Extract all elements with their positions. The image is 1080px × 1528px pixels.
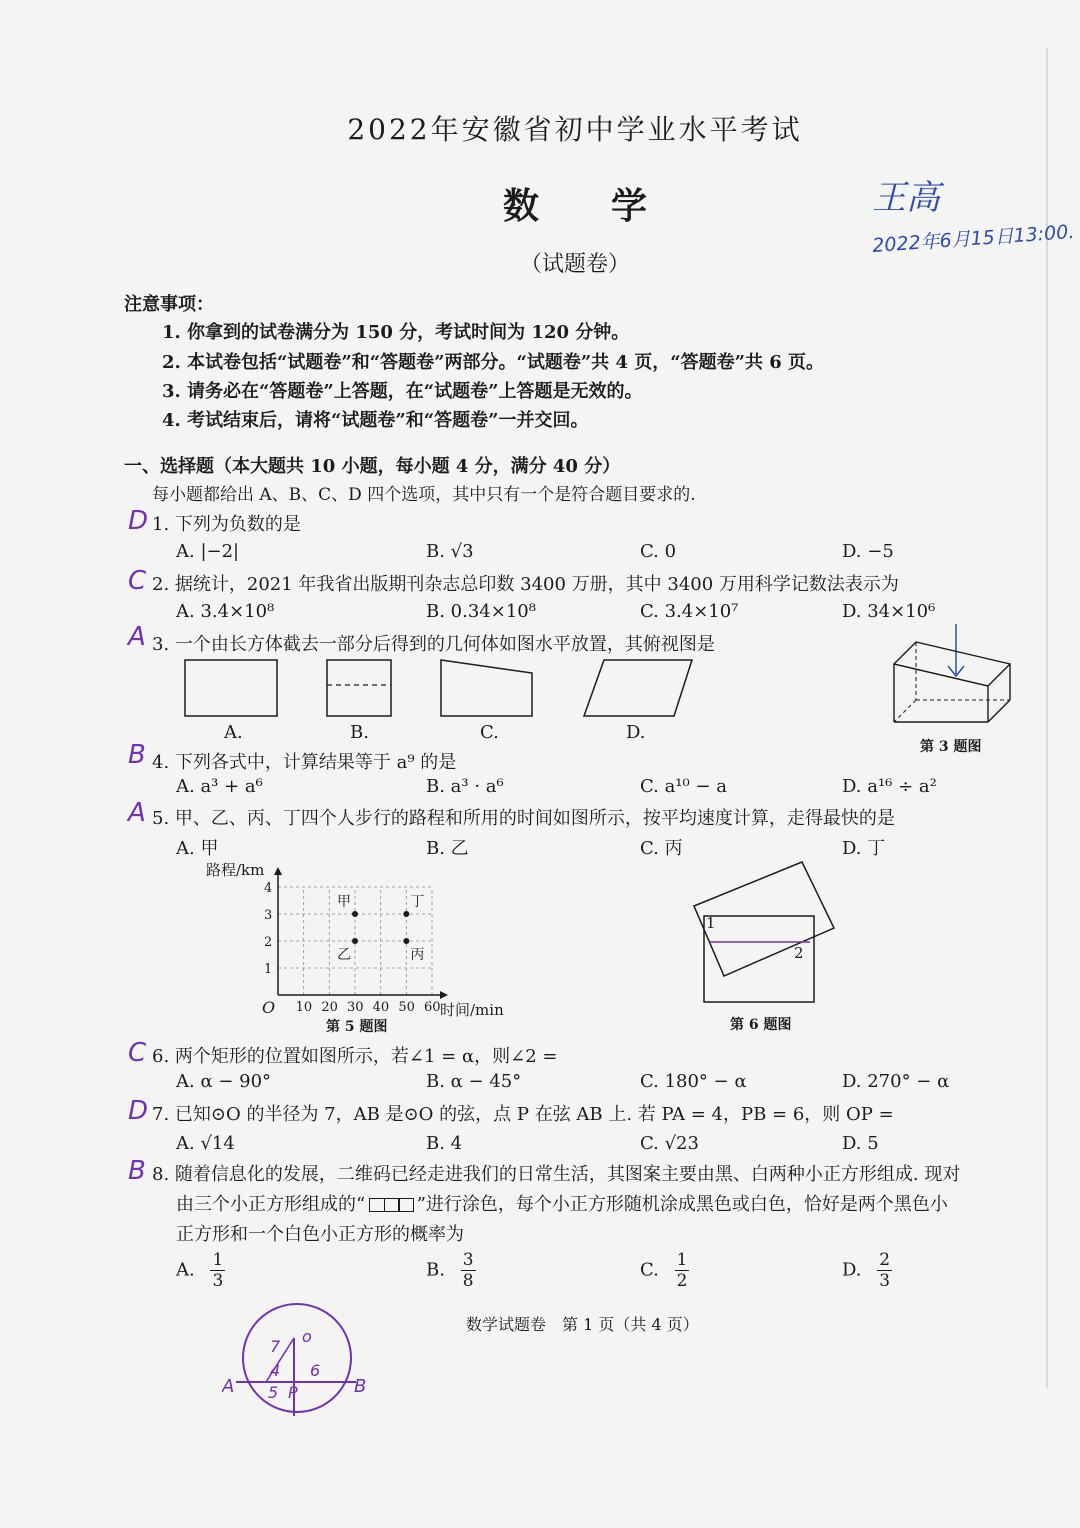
q6-option-c: C. 180° − α [640,1071,747,1092]
x-tick-label: 40 [372,1000,390,1015]
q3-shape-a [185,660,277,716]
q3-figure-caption: 第 3 题图 [920,739,982,755]
data-point-label: 乙 [337,947,351,963]
data-point [403,938,409,944]
svg-text:5: 5 [268,1383,279,1402]
q7-option-a: A. √14 [176,1133,235,1154]
x-tick-label: 60 [424,1000,441,1015]
handwritten-datetime: 2022年6月15日13:00. [871,220,1076,258]
q1-option-c: C. 0 [640,541,677,562]
data-point-label: 甲 [337,894,351,910]
svg-text:4: 4 [270,1361,281,1380]
question-8-stem-line3: 正方形和一个白色小正方形的概率为 [176,1224,464,1245]
svg-text:B: B [354,1376,367,1397]
q5-option-c: C. 丙 [640,838,683,859]
question-4-stem: 4. 下列各式中，计算结果等于 a⁹ 的是 [152,752,457,773]
svg-text:7: 7 [270,1337,281,1356]
q7-option-c: C. √23 [640,1133,699,1154]
section-instruction: 每小题都给出 A、B、C、D 四个选项，其中只有一个是符合题目要求的. [152,485,696,505]
handwritten-answer: C [128,566,147,596]
section-heading: 一、选择题（本大题共 10 小题，每小题 4 分，满分 40 分） [124,456,621,477]
q1-option-b: B. √3 [426,541,474,562]
notice-item: 4. 考试结束后，请将“试题卷”和“答题卷”一并交回。 [162,410,589,431]
q3-option-d: D. [626,722,646,743]
question-5-stem: 5. 甲、乙、丙、丁四个人步行的路程和所用的时间如图所示，按平均速度计算，走得最快的是 [152,808,895,829]
data-point [403,911,409,917]
q6-option-b: B. α − 45° [426,1071,522,1092]
handwritten-answer: C [128,1038,147,1068]
handwritten-answer: A [128,798,146,828]
handwritten-name: 王高 [872,178,940,218]
notice-item: 2. 本试卷包括“试题卷”和“答题卷”两部分。“试题卷”共 4 页，“答题卷”共 6 页。 [162,352,824,373]
q5-figure-caption: 第 5 题图 [326,1019,388,1035]
question-8-stem-line1: 8. 随着信息化的发展，二维码已经走进我们的日常生活，其图案主要由黑、白两种小正方形组成. 现对 [152,1164,961,1185]
y-tick-label: 1 [264,962,273,977]
chart-xlabel: 时间/min [440,1001,504,1019]
q7-option-d: D. 5 [842,1133,879,1154]
handwritten-answer: B [128,1156,146,1186]
paper-type: （试题卷） [519,252,630,277]
q8-option-c: C. $\frac{1}{2}$ [640,1250,688,1291]
handwritten-answer: A [128,622,146,652]
x-tick-label: 10 [295,1000,313,1015]
y-tick-label: 2 [264,935,273,950]
q5-chart [200,855,530,1020]
data-point-label: 丙 [410,947,425,963]
handwritten-circle-sketch [222,1300,372,1420]
q3-shape-d [584,660,692,716]
q4-option-c: C. a¹⁰ − a [640,776,727,797]
chart-ylabel: 路程/km [206,861,265,879]
handwritten-answer: B [128,740,146,770]
q2-option-c: C. 3.4×10⁷ [640,601,739,622]
question-3-stem: 3. 一个由长方体截去一部分后得到的几何体如图水平放置，其俯视图是 [152,634,715,655]
q6-figure [690,858,850,1008]
q3-shape-c [441,660,532,716]
q7-option-b: B. 4 [426,1133,463,1154]
q3-option-c: C. [480,722,499,743]
question-7-stem: 7. 已知⊙O 的半径为 7，AB 是⊙O 的弦，点 P 在弦 AB 上. 若 PA = 4，PB = 6，则 OP = [152,1104,894,1125]
q2-option-d: D. 34×10⁶ [842,601,936,622]
q2-option-a: A. 3.4×10⁸ [176,601,275,622]
handwritten-answer: D [128,1096,149,1126]
q3-option-b: B. [350,722,369,743]
question-6-stem: 6. 两个矩形的位置如图所示，若∠1 = α，则∠2 = [152,1046,558,1067]
subject-title: 数 学 [502,185,647,227]
notice-item: 3. 请务必在“答题卷”上答题，在“试题卷”上答题是无效的。 [162,381,643,402]
q6-figure-caption: 第 6 题图 [730,1017,792,1033]
svg-text:6: 6 [310,1361,321,1380]
question-2-stem: 2. 据统计，2021 年我省出版期刊杂志总印数 3400 万册，其中 3400 万用科学记数法表示为 [152,574,899,595]
handwritten-answer: D [128,506,149,536]
q5-option-b: B. 乙 [426,838,469,859]
q6-angle1-label: 1 [706,914,716,932]
data-point [352,911,358,917]
q3-figure [888,616,1018,731]
q2-option-b: B. 0.34×10⁸ [426,601,536,622]
q8-option-d: D. $\frac{2}{3}$ [842,1250,891,1291]
svg-text:o: o [302,1327,312,1346]
q8-option-a: A. $\frac{1}{3}$ [176,1250,224,1291]
q6-option-a: A. α − 90° [176,1071,272,1092]
data-point-label: 丁 [410,894,425,910]
svg-text:P: P [288,1383,298,1402]
question-1-stem: 1. 下列为负数的是 [152,514,301,535]
y-axis-arrow [274,867,282,875]
x-tick-label: 30 [347,1000,364,1015]
q6-option-d: D. 270° − α [842,1071,950,1092]
q3-option-a: A. [224,722,243,743]
q6-angle2-label: 2 [794,944,804,962]
y-tick-label: 3 [264,908,273,923]
notice-item: 1. 你拿到的试卷满分为 150 分，考试时间为 120 分钟。 [162,322,630,343]
q1-option-d: D. −5 [842,541,894,562]
y-tick-label: 4 [264,881,273,896]
q4-option-b: B. a³ · a⁶ [426,776,504,797]
chart-origin-label: O [262,998,276,1017]
x-tick-label: 50 [398,1000,415,1015]
q1-option-a: A. |−2| [176,541,240,562]
exam-title: 2022年安徽省初中学业水平考试 [347,113,803,146]
q4-option-a: A. a³ + a⁶ [176,776,263,797]
q4-option-d: D. a¹⁶ ÷ a² [842,776,937,797]
q3-option-shapes [180,655,720,725]
q3-shape-b [327,660,391,716]
notice-heading: 注意事项： [124,294,214,315]
three-squares-icon [369,1194,413,1215]
question-8-stem-line2: 由三个小正方形组成的“ ”进行涂色，每个小正方形随机涂成黑色或白色，恰好是两个黑色小 [176,1194,948,1215]
data-point [352,938,358,944]
q5-option-d: D. 丁 [842,838,886,859]
svg-text:A: A [222,1376,235,1397]
page-footer: 数学试题卷 第 1 页（共 4 页） [466,1315,699,1334]
q8-option-b: B. $\frac{3}{8}$ [426,1250,474,1291]
x-tick-label: 20 [321,1000,338,1015]
x-axis-arrow [440,991,448,999]
q5-option-a: A. 甲 [176,838,219,859]
